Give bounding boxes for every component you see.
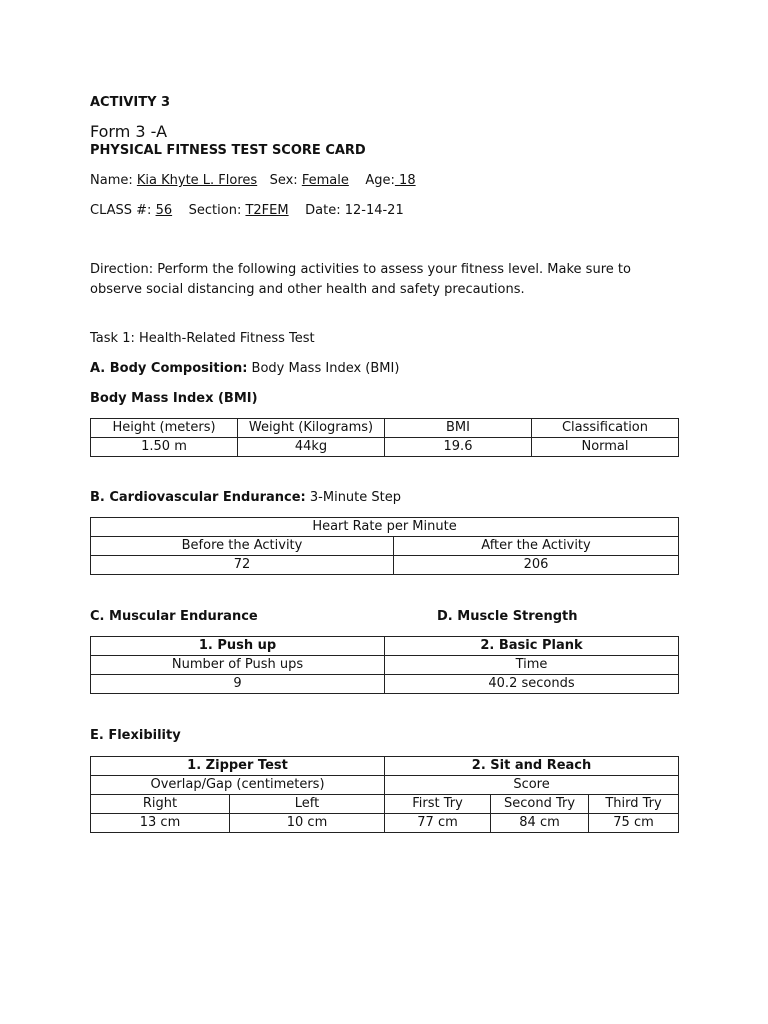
flexibility-heading: E. Flexibility (90, 728, 181, 743)
cardio-heading-bold: B. Cardiovascular Endurance: (90, 490, 306, 505)
bmi-weight-value: 44kg (238, 438, 385, 457)
bmi-table (90, 418, 679, 457)
flex-col-first-try: First Try (385, 795, 491, 814)
cardio-header-after: After the Activity (394, 537, 679, 556)
table-row (91, 757, 679, 776)
date-value: 12-14-21 (344, 203, 404, 218)
direction-line-2: observe social distancing and other health and safety precautions. (90, 282, 525, 297)
section-value: T2FEM (245, 203, 289, 218)
bmi-header-bmi: BMI (385, 419, 532, 438)
age-value: 18 (394, 173, 416, 188)
bmi-height-value: 1.50 m (91, 438, 238, 457)
table-row (91, 537, 679, 556)
flex-col-third-try: Third Try (589, 795, 679, 814)
form-title: Form 3 -A (90, 122, 168, 141)
table-row (91, 556, 679, 575)
table-row (91, 438, 679, 457)
flex-col-left: Left (230, 795, 385, 814)
sex-value: Female (301, 173, 349, 188)
bmi-classification-value: Normal (532, 438, 679, 457)
sit-reach-header: 2. Sit and Reach (385, 757, 679, 776)
table-row (91, 675, 679, 694)
name-value: Kia Khyte L. Flores (136, 173, 258, 188)
bmi-subheading: Body Mass Index (BMI) (90, 391, 258, 406)
pushup-subheader: Number of Push ups (91, 656, 385, 675)
bmi-header-classification: Classification (532, 419, 679, 438)
section-label: Section: (188, 203, 242, 218)
task-heading: Task 1: Health-Related Fitness Test (90, 331, 315, 346)
table-row (91, 795, 679, 814)
plank-value: 40.2 seconds (385, 675, 679, 694)
sex-label: Sex: (269, 173, 298, 188)
name-label: Name: (90, 173, 133, 188)
class-value: 56 (155, 203, 173, 218)
flex-third-try-value: 75 cm (589, 814, 679, 833)
cardio-before-value: 72 (91, 556, 394, 575)
bmi-heading-rest: Body Mass Index (BMI) (247, 361, 400, 376)
cardio-heading-rest: 3-Minute Step (305, 490, 401, 505)
cardio-after-value: 206 (394, 556, 679, 575)
pushup-value: 9 (91, 675, 385, 694)
plank-subheader: Time (385, 656, 679, 675)
class-line (90, 203, 404, 218)
flex-left-value: 10 cm (230, 814, 385, 833)
activity-label: ACTIVITY 3 (90, 95, 171, 110)
age-label: Age: (365, 173, 395, 188)
bmi-header-weight: Weight (Kilograms) (238, 419, 385, 438)
sit-reach-subheader: Score (385, 776, 679, 795)
flex-right-value: 13 cm (91, 814, 230, 833)
date-label: Date: (305, 203, 341, 218)
score-card-title: PHYSICAL FITNESS TEST SCORE CARD (90, 143, 366, 158)
cardio-table (90, 517, 679, 575)
flex-col-second-try: Second Try (491, 795, 589, 814)
class-label: CLASS #: (90, 203, 152, 218)
direction-line-1: Direction: Perform the following activities to assess your fitness level. Make sure to (90, 262, 631, 277)
muscular-endurance-heading: C. Muscular Endurance (90, 609, 258, 624)
table-row (91, 419, 679, 438)
bmi-section-heading (90, 361, 399, 376)
zipper-subheader: Overlap/Gap (centimeters) (91, 776, 385, 795)
bmi-value: 19.6 (385, 438, 532, 457)
zipper-test-header: 1. Zipper Test (91, 757, 385, 776)
flexibility-table (90, 756, 679, 833)
table-row (91, 656, 679, 675)
bmi-heading-bold: A. Body Composition: (90, 361, 248, 376)
cardio-header-before: Before the Activity (91, 537, 394, 556)
flex-second-try-value: 84 cm (491, 814, 589, 833)
pushup-header: 1. Push up (91, 637, 385, 656)
plank-header: 2. Basic Plank (385, 637, 679, 656)
muscle-table (90, 636, 679, 694)
bmi-header-height: Height (meters) (91, 419, 238, 438)
name-line (90, 173, 416, 188)
cardio-section-heading (90, 490, 401, 505)
cardio-title: Heart Rate per Minute (91, 518, 679, 537)
flex-col-right: Right (91, 795, 230, 814)
flex-first-try-value: 77 cm (385, 814, 491, 833)
muscle-strength-heading: D. Muscle Strength (437, 609, 578, 624)
table-row (91, 776, 679, 795)
table-row (91, 637, 679, 656)
table-row (91, 814, 679, 833)
table-row (91, 518, 679, 537)
